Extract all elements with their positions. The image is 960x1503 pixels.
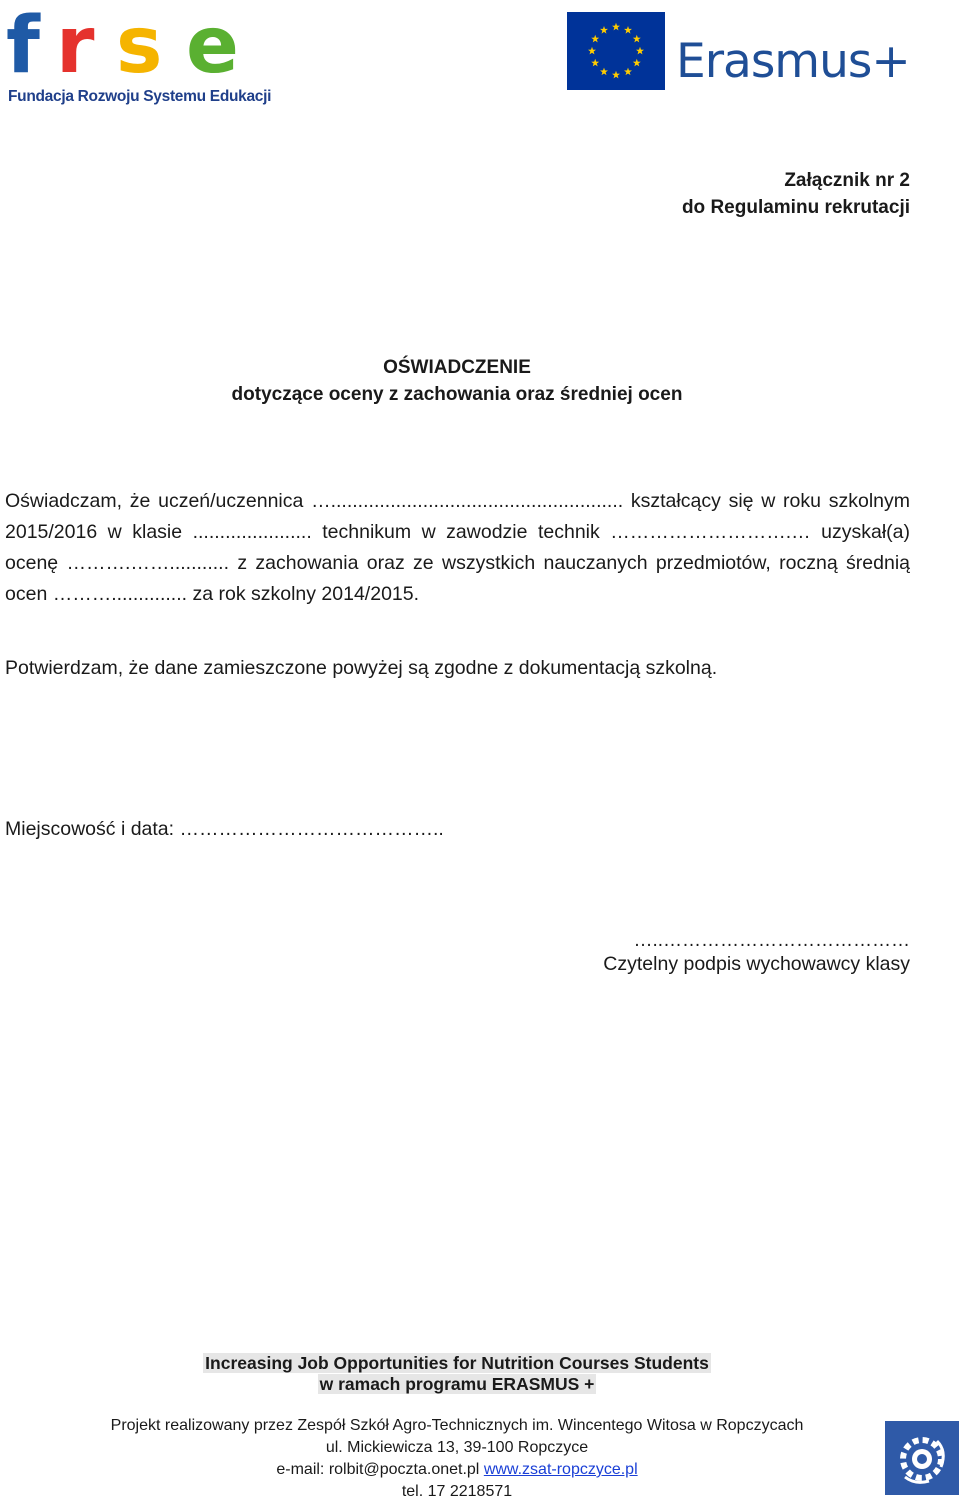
annex-reference: do Regulaminu rekrutacji: [681, 197, 910, 218]
confirmation-statement: Potwierdzam, że dane zamieszczone powyżej są zgodne z dokumentacją szkolną.: [5, 657, 718, 679]
project-title-line-2: w ramach programu ERASMUS +: [319, 1374, 595, 1394]
frse-caption: Fundacja Rozwoju Systemu Edukacji: [8, 88, 272, 105]
footer-email: e-mail: rolbit@poczta.onet.pl: [276, 1461, 484, 1478]
project-title-line-1: Increasing Job Opportunities for Nutrition Courses Students: [205, 1353, 709, 1373]
footer-address: ul. Mickiewicza 13, 39-100 Ropczyce: [325, 1439, 589, 1456]
title-line-1: OŚWIADCZENIE: [383, 357, 531, 378]
school-logo-icon: [885, 1421, 959, 1495]
title-line-2: dotyczące oceny z zachowania oraz średniej ocen: [231, 384, 683, 405]
footer: [0, 1415, 914, 1503]
footer-contact: [0, 1459, 914, 1481]
svg-text:f: f: [6, 12, 38, 80]
signature-label: Czytelny podpis wychowawcy klasy: [603, 953, 910, 975]
annex-number: Załącznik nr 2: [784, 170, 910, 191]
document-title: [0, 354, 914, 408]
place-date-field: Miejscowość i data: …………………………………..: [5, 818, 444, 840]
erasmus-plus-logo-text: Erasmus+: [676, 34, 910, 89]
frse-logo: [6, 12, 272, 105]
svg-text:s: s: [116, 12, 163, 80]
website-link[interactable]: www.zsat-ropczyce.pl: [483, 1461, 638, 1478]
footer-project-info: Projekt realizowany przez Zespół Szkół Agro-Technicznych im. Wincentego Witosa w Ropczycach: [110, 1417, 804, 1434]
frse-logo-letters: [6, 12, 258, 80]
annex-heading: [682, 167, 910, 221]
eu-flag-icon: [567, 12, 665, 90]
svg-text:e: e: [186, 12, 239, 80]
signature-line: …..…………………………………: [633, 930, 910, 951]
footer-phone: tel. 17 2218571: [401, 1483, 513, 1500]
svg-text:r: r: [56, 12, 95, 80]
project-title: [0, 1353, 914, 1395]
declaration-paragraph: Oświadczam, że uczeń/uczennica …...................................................... kształcący się w roku szkolnym 2015/2016 w klasie ...................... technikum w zawodzie technik ……………………….… uzyskał(a) ocenę ……….……........... z zachowania oraz ze wszystkich nauczanych przedmiotów, roczną średnią ocen ……….............. za rok szkolny 2014/2015.: [5, 490, 910, 605]
